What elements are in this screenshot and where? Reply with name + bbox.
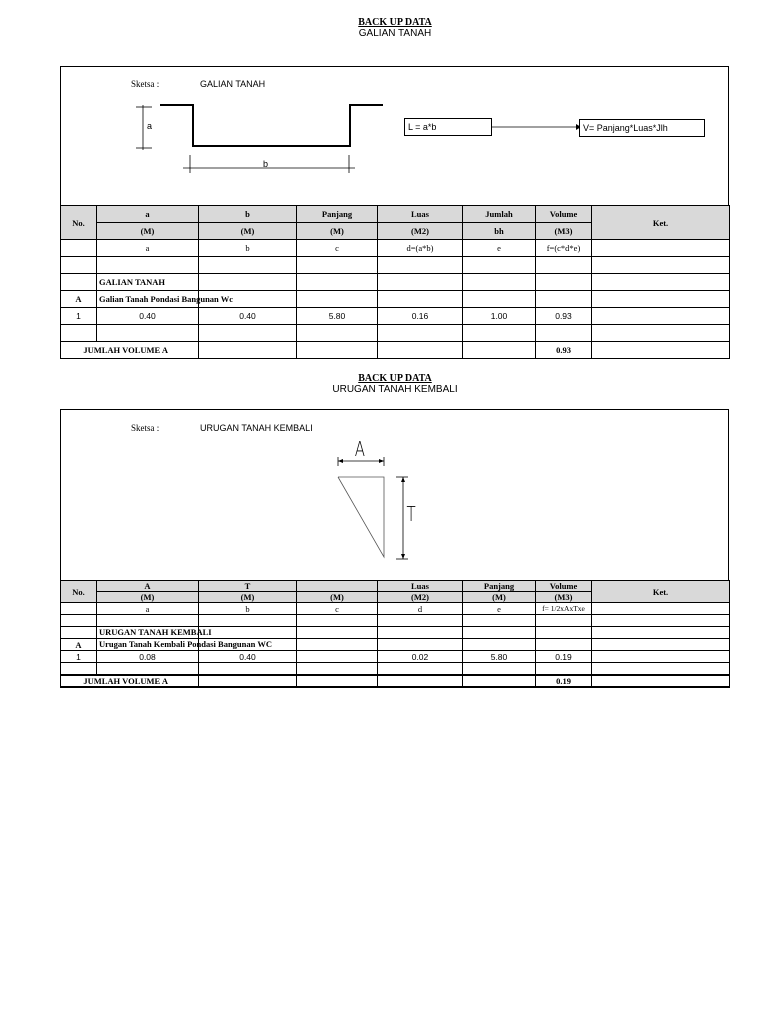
section2-item-label: Urugan Tanah Kembali Pondasi Bangunan WC [99,639,272,649]
section1-total-value: 0.93 [536,342,592,359]
header-b-unit: (M) [199,223,297,240]
header-T-unit: (M) [199,592,297,603]
section2-table [60,580,730,688]
header-A-unit: (M) [97,592,199,603]
section1-title: BACK UP DATA [358,17,432,28]
section2-total-label: JUMLAH VOLUME A [61,675,199,687]
header-ket: Ket. [592,581,730,603]
header-T: T [199,581,297,592]
total-row [61,675,730,687]
section1-sketch-label: Sketsa : [131,79,160,89]
section2-title: BACK UP DATA [358,373,432,384]
header-volume-sub: f= 1/2xAxTxe [536,603,592,615]
section2-subtitle: URUGAN TANAH KEMBALI [332,384,458,395]
header-panjang-unit: (M) [297,223,378,240]
header-ket: Ket. [592,206,730,240]
section2-total-value: 0.19 [536,675,592,687]
table-row [61,627,730,639]
header-panjang-sub: e [463,603,536,615]
section1-dim-b-label: b [263,159,269,169]
header-volume-sub: f=(c*d*e) [536,240,592,257]
table-row: 1 0.40 0.40 5.80 0.16 1.00 0.93 [61,308,730,325]
table-row: 1 0.08 0.40 0.02 5.80 0.19 [61,651,730,663]
section2-item-code: A [61,639,97,651]
formula-luas-box: L = a*b [404,118,492,136]
section1-group-label: GALIAN TANAH [97,274,199,291]
section1-dim-a-label: a [147,121,153,131]
table-row [61,615,730,627]
header-panjang-sub: c [297,240,378,257]
header-panjang: Panjang [297,206,378,223]
header-no: No. [61,581,97,603]
section1-sketch-name: GALIAN TANAH [200,79,266,89]
header-jumlah-sub: e [463,240,536,257]
section2-dim-A-label: A [354,437,365,461]
header-luas-unit: (M2) [378,592,463,603]
header-c-unit: (M) [297,592,378,603]
header-jumlah: Jumlah [463,206,536,223]
section1-total-label: JUMLAH VOLUME A [61,342,199,359]
header-T-sub: b [199,603,297,615]
table-row [61,639,730,651]
header-luas-sub: d=(a*b) [378,240,463,257]
section1-subtitle: GALIAN TANAH [358,28,432,39]
header-volume: Volume [536,206,592,223]
header-panjang: Panjang [463,581,536,592]
header-volume: Volume [536,581,592,592]
header-panjang-unit: (M) [463,592,536,603]
header-c-sub: c [297,603,378,615]
section2-group-label: URUGAN TANAH KEMBALI [99,627,212,637]
section2-sketch-name: URUGAN TANAH KEMBALI [200,423,313,433]
section2-sketch-label: Sketsa : [131,423,160,433]
header-a-unit: (M) [97,223,199,240]
header-volume-unit: (M3) [536,592,592,603]
header-no: No. [61,206,97,240]
header-luas-unit: (M2) [378,223,463,240]
header-luas: Luas [378,206,463,223]
header-luas: Luas [378,581,463,592]
formula-volume-box: V= Panjang*Luas*Jlh [579,119,705,137]
section1-item-label: Galian Tanah Pondasi Bangunan Wc [99,294,234,304]
header-A-sub: a [97,603,199,615]
header-A: A [97,581,199,592]
section1-item-code: A [61,291,97,308]
header-b: b [199,206,297,223]
header-luas-sub: d [378,603,463,615]
header-jumlah-unit: bh [463,223,536,240]
header-volume-unit: (M3) [536,223,592,240]
table-row [61,663,730,675]
header-a-sub: a [97,240,199,257]
header-a: a [97,206,199,223]
section2-dim-T-label: T [406,502,416,526]
header-b-sub: b [199,240,297,257]
